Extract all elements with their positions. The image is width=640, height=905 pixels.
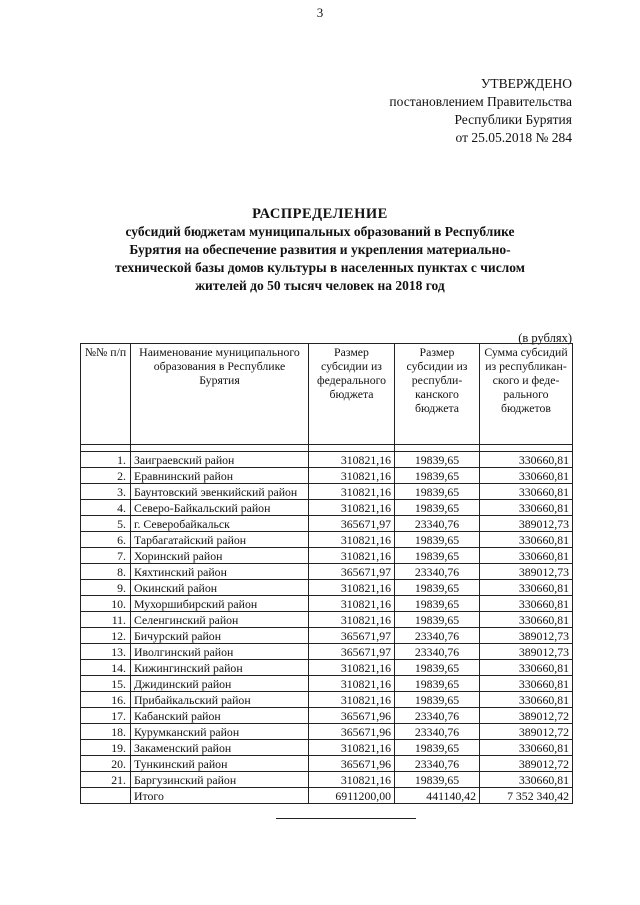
row-name: Прибайкальский район bbox=[131, 692, 309, 708]
spacer-cell bbox=[81, 445, 131, 452]
row-total: 330660,81 bbox=[480, 532, 573, 548]
table-row bbox=[81, 548, 573, 564]
row-federal: 365671,97 bbox=[309, 628, 395, 644]
row-total: 389012,72 bbox=[480, 724, 573, 740]
row-num: 21. bbox=[81, 772, 131, 788]
row-name: Кяхтинский район bbox=[131, 564, 309, 580]
row-republic: 23340,76 bbox=[395, 708, 480, 724]
row-republic: 19839,65 bbox=[395, 452, 480, 468]
row-num: 1. bbox=[81, 452, 131, 468]
row-federal: 365671,97 bbox=[309, 644, 395, 660]
row-federal: 365671,97 bbox=[309, 564, 395, 580]
row-name: Курумканский район bbox=[131, 724, 309, 740]
row-federal: 310821,16 bbox=[309, 740, 395, 756]
table-row bbox=[81, 740, 573, 756]
table-row bbox=[81, 484, 573, 500]
row-total: 389012,73 bbox=[480, 564, 573, 580]
total-republic: 441140,42 bbox=[395, 788, 480, 804]
row-name: г. Северобайкальск bbox=[131, 516, 309, 532]
table-row bbox=[81, 772, 573, 788]
row-num: 19. bbox=[81, 740, 131, 756]
header-total: Сумма субсидий из республикан-ского и феде-рального бюджетов bbox=[480, 344, 573, 445]
row-total: 330660,81 bbox=[480, 692, 573, 708]
row-name: Баунтовский эвенкийский район bbox=[131, 484, 309, 500]
table-row bbox=[81, 708, 573, 724]
table-row bbox=[81, 452, 573, 468]
row-num: 16. bbox=[81, 692, 131, 708]
row-name: Джидинский район bbox=[131, 676, 309, 692]
row-total: 330660,81 bbox=[480, 500, 573, 516]
row-total: 389012,73 bbox=[480, 516, 573, 532]
row-republic: 19839,65 bbox=[395, 692, 480, 708]
row-republic: 19839,65 bbox=[395, 500, 480, 516]
total-row bbox=[81, 788, 573, 804]
approval-line-resolution: постановлением Правительства bbox=[389, 94, 572, 109]
table-row bbox=[81, 516, 573, 532]
header-federal: Размер субсидии из федерального бюджета bbox=[309, 344, 395, 445]
row-republic: 19839,65 bbox=[395, 676, 480, 692]
row-name: Заиграевский район bbox=[131, 452, 309, 468]
row-name: Бичурский район bbox=[131, 628, 309, 644]
row-total: 330660,81 bbox=[480, 548, 573, 564]
row-total: 389012,72 bbox=[480, 708, 573, 724]
table-row bbox=[81, 676, 573, 692]
row-name: Тарбагатайский район bbox=[131, 532, 309, 548]
row-republic: 19839,65 bbox=[395, 596, 480, 612]
row-republic: 19839,65 bbox=[395, 548, 480, 564]
spacer-cell bbox=[309, 445, 395, 452]
row-federal: 310821,16 bbox=[309, 676, 395, 692]
row-name: Северо-Байкальский район bbox=[131, 500, 309, 516]
row-total: 330660,81 bbox=[480, 660, 573, 676]
row-num: 14. bbox=[81, 660, 131, 676]
row-num: 5. bbox=[81, 516, 131, 532]
row-federal: 310821,16 bbox=[309, 772, 395, 788]
row-federal: 310821,16 bbox=[309, 660, 395, 676]
row-total: 389012,72 bbox=[480, 756, 573, 772]
row-num: 12. bbox=[81, 628, 131, 644]
units-note: (в рублях) bbox=[518, 331, 572, 345]
row-federal: 310821,16 bbox=[309, 468, 395, 484]
table-row bbox=[81, 724, 573, 740]
row-total: 330660,81 bbox=[480, 676, 573, 692]
table-row bbox=[81, 564, 573, 580]
row-federal: 365671,97 bbox=[309, 516, 395, 532]
row-name: Кабанский район bbox=[131, 708, 309, 724]
table-row bbox=[81, 612, 573, 628]
table-row bbox=[81, 532, 573, 548]
row-republic: 23340,76 bbox=[395, 756, 480, 772]
row-num: 15. bbox=[81, 676, 131, 692]
table-row bbox=[81, 580, 573, 596]
row-total: 330660,81 bbox=[480, 452, 573, 468]
document-subtitle: субсидий бюджетам муниципальных образований в Республике Бурятия на обеспечение развития и укрепления материально-технической базы домов культуры в населенных пунктах с числом жителей до 50 тысяч человек на 2018 год bbox=[115, 224, 525, 293]
row-num: 17. bbox=[81, 708, 131, 724]
row-total: 330660,81 bbox=[480, 612, 573, 628]
row-republic: 19839,65 bbox=[395, 580, 480, 596]
row-federal: 310821,16 bbox=[309, 596, 395, 612]
table-row bbox=[81, 692, 573, 708]
row-num: 3. bbox=[81, 484, 131, 500]
total-label: Итого bbox=[131, 788, 309, 804]
row-num: 10. bbox=[81, 596, 131, 612]
row-republic: 19839,65 bbox=[395, 612, 480, 628]
row-name: Хоринский район bbox=[131, 548, 309, 564]
row-name: Баргузинский район bbox=[131, 772, 309, 788]
table-row bbox=[81, 644, 573, 660]
row-name: Кижингинский район bbox=[131, 660, 309, 676]
row-federal: 365671,96 bbox=[309, 724, 395, 740]
row-total: 330660,81 bbox=[480, 596, 573, 612]
row-name: Окинский район bbox=[131, 580, 309, 596]
row-num: 20. bbox=[81, 756, 131, 772]
row-federal: 310821,16 bbox=[309, 484, 395, 500]
distribution-table bbox=[80, 343, 573, 804]
row-total: 330660,81 bbox=[480, 772, 573, 788]
table-spacer-row bbox=[81, 445, 573, 452]
document-title: РАСПРЕДЕЛЕНИЕ bbox=[252, 206, 388, 222]
row-total: 330660,81 bbox=[480, 580, 573, 596]
row-republic: 23340,76 bbox=[395, 644, 480, 660]
row-total: 389012,73 bbox=[480, 628, 573, 644]
row-federal: 310821,16 bbox=[309, 548, 395, 564]
row-federal: 310821,16 bbox=[309, 532, 395, 548]
row-federal: 310821,16 bbox=[309, 452, 395, 468]
row-republic: 19839,65 bbox=[395, 532, 480, 548]
row-federal: 365671,96 bbox=[309, 708, 395, 724]
row-republic: 23340,76 bbox=[395, 724, 480, 740]
row-republic: 19839,65 bbox=[395, 772, 480, 788]
row-republic: 19839,65 bbox=[395, 660, 480, 676]
row-name: Селенгинский район bbox=[131, 612, 309, 628]
row-republic: 19839,65 bbox=[395, 484, 480, 500]
header-name: Наименование муниципального образования в Республике Бурятия bbox=[131, 344, 309, 445]
table-row bbox=[81, 500, 573, 516]
approval-line-approved: УТВЕРЖДЕНО bbox=[480, 76, 572, 91]
separator-line bbox=[276, 818, 416, 819]
row-federal: 310821,16 bbox=[309, 612, 395, 628]
spacer-cell bbox=[480, 445, 573, 452]
row-republic: 23340,76 bbox=[395, 564, 480, 580]
spacer-cell bbox=[131, 445, 309, 452]
row-federal: 365671,96 bbox=[309, 756, 395, 772]
row-federal: 310821,16 bbox=[309, 500, 395, 516]
table-row bbox=[81, 628, 573, 644]
row-num: 9. bbox=[81, 580, 131, 596]
table-body bbox=[81, 445, 573, 788]
table-row bbox=[81, 468, 573, 484]
row-name: Закаменский район bbox=[131, 740, 309, 756]
approval-block bbox=[389, 75, 572, 147]
header-num: №№ п/п bbox=[81, 344, 131, 445]
row-num: 18. bbox=[81, 724, 131, 740]
row-num: 4. bbox=[81, 500, 131, 516]
row-num: 6. bbox=[81, 532, 131, 548]
table-row bbox=[81, 596, 573, 612]
table-row bbox=[81, 756, 573, 772]
row-republic: 23340,76 bbox=[395, 628, 480, 644]
row-name: Иволгинский район bbox=[131, 644, 309, 660]
row-num: 2. bbox=[81, 468, 131, 484]
row-total: 330660,81 bbox=[480, 468, 573, 484]
total-federal: 6911200,00 bbox=[309, 788, 395, 804]
spacer-cell bbox=[395, 445, 480, 452]
row-total: 330660,81 bbox=[480, 740, 573, 756]
row-republic: 23340,76 bbox=[395, 516, 480, 532]
approval-line-republic: Республики Бурятия bbox=[454, 112, 572, 127]
row-republic: 19839,65 bbox=[395, 740, 480, 756]
row-num: 7. bbox=[81, 548, 131, 564]
row-total: 389012,73 bbox=[480, 644, 573, 660]
row-name: Тункинский район bbox=[131, 756, 309, 772]
row-num: 8. bbox=[81, 564, 131, 580]
row-federal: 310821,16 bbox=[309, 580, 395, 596]
table-row bbox=[81, 660, 573, 676]
row-num: 13. bbox=[81, 644, 131, 660]
page-number: 3 bbox=[316, 5, 324, 20]
approval-line-date: от 25.05.2018 № 284 bbox=[455, 130, 572, 145]
row-total: 330660,81 bbox=[480, 484, 573, 500]
row-name: Еравнинский район bbox=[131, 468, 309, 484]
table-header-row bbox=[81, 344, 573, 445]
row-republic: 19839,65 bbox=[395, 468, 480, 484]
total-num-cell bbox=[81, 788, 131, 804]
row-federal: 310821,16 bbox=[309, 692, 395, 708]
row-name: Мухоршибирский район bbox=[131, 596, 309, 612]
row-num: 11. bbox=[81, 612, 131, 628]
header-republic: Размер субсидии из республи-канского бюджета bbox=[395, 344, 480, 445]
total-sum: 7 352 340,42 bbox=[480, 788, 573, 804]
